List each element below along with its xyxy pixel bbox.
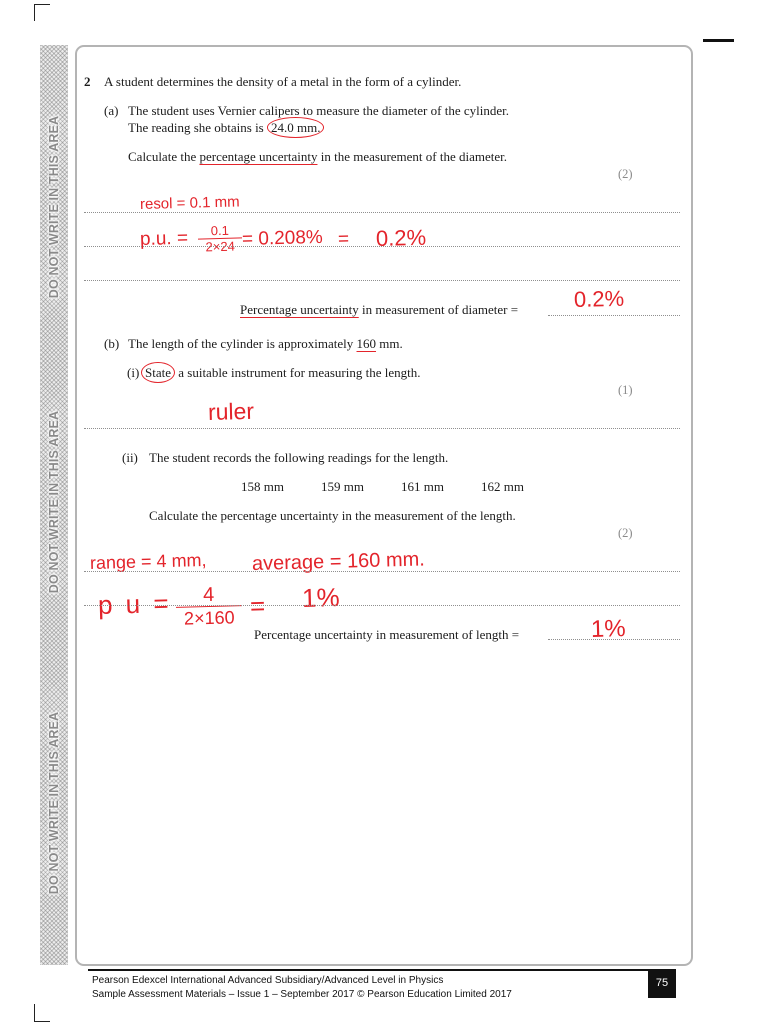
- crop-mark-top-left: [34, 4, 50, 21]
- handwritten-pu-result: = 0.208%: [241, 226, 324, 250]
- page-number: 75: [648, 969, 676, 998]
- part-a-label: (a): [104, 103, 119, 118]
- part-b-i-marks: (1): [618, 383, 633, 397]
- part-b-ii-label: (ii): [122, 450, 138, 465]
- handwritten-fraction: [198, 222, 243, 254]
- handwritten-average: average = 160 mm.: [251, 548, 426, 575]
- crop-mark-top-right: [703, 39, 734, 42]
- question-stem: A student determines the density of a metal in the form of a cylinder.: [104, 74, 462, 89]
- part-b-stem: [128, 336, 403, 352]
- fraction-denominator: 2×160: [176, 605, 243, 630]
- part-b-i-label: (i): [127, 365, 140, 380]
- answer-label-text: in measurement of diameter =: [358, 302, 519, 317]
- underlined-value: 160: [356, 336, 377, 351]
- answer-line: [84, 212, 680, 213]
- part-a-instruction: [128, 149, 507, 165]
- part-a-line1: The student uses Vernier calipers to measure the diameter of the cylinder.: [128, 103, 509, 118]
- fraction-numerator: 4: [202, 583, 215, 607]
- answer-line: [84, 605, 680, 606]
- handwritten-answer: ruler: [207, 397, 255, 425]
- reading-value: 158 mm: [241, 479, 284, 494]
- part-b-i-prompt: [141, 365, 421, 381]
- handwritten-pu-result: 1%: [301, 582, 340, 613]
- answer-line: [84, 280, 680, 281]
- question-frame: [75, 45, 693, 966]
- handwritten-equals: =: [337, 228, 350, 250]
- stem-text: mm.: [376, 336, 403, 351]
- fraction-denominator: 2×24: [198, 237, 242, 254]
- answer-line: [84, 428, 680, 429]
- part-a-answer-label: [240, 302, 518, 318]
- handwritten-resolution: resol = 0.1 mm: [139, 193, 240, 213]
- prompt-text: a suitable instrument for measuring the length.: [175, 365, 421, 380]
- circled-reading: 24.0 mm.: [267, 117, 324, 138]
- underlined-key-phrase: percentage uncertainty: [199, 149, 318, 164]
- part-b-ii-marks: (2): [618, 526, 633, 540]
- part-b-ii-instruction: Calculate the percentage uncertainty in the measurement of the length.: [149, 508, 516, 523]
- margin-warning-text: DO NOT WRITE IN THIS AREA: [47, 410, 61, 594]
- part-b-label: (b): [104, 336, 120, 351]
- answer-line: [84, 246, 680, 247]
- reading-value: 159 mm: [321, 479, 364, 494]
- handwritten-equals: =: [249, 590, 266, 621]
- handwritten-fraction: [175, 583, 242, 630]
- handwritten-final-answer: 1%: [590, 615, 627, 643]
- handwritten-pu-label: p.u. =: [139, 227, 189, 250]
- margin-warning-text: DO NOT WRITE IN THIS AREA: [47, 711, 61, 895]
- part-a-marks: (2): [618, 167, 633, 181]
- handwritten-pu-rounded: 0.2%: [375, 224, 427, 251]
- crop-mark-bottom-left: [34, 1004, 50, 1022]
- handwritten-range: range = 4 mm,: [89, 549, 207, 573]
- margin-warning-text: DO NOT WRITE IN THIS AREA: [47, 115, 61, 299]
- part-a-line2: [128, 120, 324, 136]
- part-b-ii-text: The student records the following readings for the length.: [149, 450, 449, 465]
- circled-command-word: State: [141, 362, 175, 383]
- underlined-key-phrase: Percentage uncertainty: [240, 302, 359, 317]
- fraction-numerator: 0.1: [210, 222, 230, 239]
- footer-line2: Sample Assessment Materials – Issue 1 – September 2017 © Pearson Education Limited 2017: [92, 989, 512, 1000]
- final-answer-line: [548, 315, 680, 316]
- reading-value: 161 mm: [401, 479, 444, 494]
- instruction-text: Calculate the: [128, 149, 200, 164]
- footer-rule: [88, 969, 676, 971]
- part-a-line2-text: The reading she obtains is: [128, 120, 267, 135]
- footer-line1: Pearson Edexcel International Advanced Subsidiary/Advanced Level in Physics: [92, 975, 444, 986]
- instruction-text: in the measurement of the diameter.: [317, 149, 507, 164]
- part-b-ii-answer-label: Percentage uncertainty in measurement of length =: [254, 627, 520, 642]
- question-number: 2: [84, 74, 91, 89]
- handwritten-final-answer: 0.2%: [573, 285, 625, 312]
- reading-value: 162 mm: [481, 479, 524, 494]
- handwritten-pu-label: p u =: [97, 588, 172, 620]
- stem-text: The length of the cylinder is approximately: [128, 336, 357, 351]
- answer-line: [84, 571, 680, 572]
